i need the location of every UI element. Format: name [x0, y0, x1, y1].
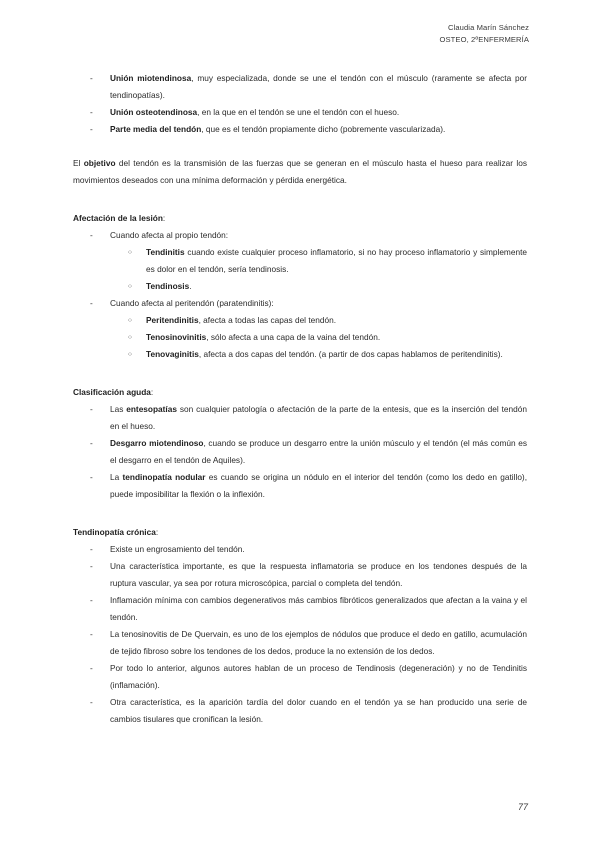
item-text: son cualquier patología o afectación de la parte de la entesis, que es la inserción del tendón en el hueso. — [110, 404, 527, 431]
page-header — [440, 22, 529, 46]
clasificacion-heading — [73, 384, 527, 401]
sub-list — [73, 244, 527, 295]
list-item — [73, 70, 527, 104]
item-text: Cuando afecta al peritendón (paratendinitis): — [110, 298, 274, 308]
list-item — [73, 469, 527, 503]
sub-list-item — [73, 278, 527, 295]
item-text: cuando existe cualquier proceso inflamatorio, si no hay proceso inflamatorio y simplemente es dolor en el tendón, sería tendinosis. — [146, 247, 527, 274]
list-item: - La tenosinovitis de De Quervain, es uno de los ejemplos de nódulos que produce el dedo en gatillo, acumulación de tejido fibroso sobre los tendones de los dedos, produce la no extensión de los dedos. — [73, 626, 527, 660]
colon: : — [162, 213, 166, 223]
term: objetivo — [83, 158, 116, 168]
term: Unión miotendinosa — [110, 73, 192, 83]
list-item — [73, 227, 527, 295]
term: tendinopatía nodular — [122, 472, 206, 482]
item-text: , en la que en el tendón se une el tendón con el hueso. — [197, 107, 400, 117]
term: entesopatías — [126, 404, 177, 414]
colon: : — [150, 387, 154, 397]
list-item — [73, 401, 527, 435]
item-text: , afecta a dos capas del tendón. (a partir de dos capas hablamos de peritendinitis). — [198, 349, 503, 359]
afectacion-list — [73, 227, 527, 363]
text: del tendón es la transmisión de las fuerzas que se generan en el músculo hasta el hueso para realizar los movimientos deseados con una mínima deformación y pérdida energética. — [73, 158, 527, 185]
sub-list-item — [73, 312, 527, 329]
page-number: 77 — [517, 802, 528, 812]
item-text: , muy especializada, donde se une el tendón con el músculo (raramente se afecta por tendinopatías). — [110, 73, 527, 100]
list-item: - Inflamación mínima con cambios degenerativos más cambios fibróticos generalizados que afectan a la vaina y el tendón. — [73, 592, 527, 626]
item-text: , sólo afecta a una capa de la vaina del tendón. — [206, 332, 381, 342]
list-item — [73, 295, 527, 363]
cronica-heading — [73, 524, 527, 541]
text: La — [110, 472, 123, 482]
sub-list-item — [73, 244, 527, 278]
item-text: , afecta a todas las capas del tendón. — [198, 315, 337, 325]
sub-list-item — [73, 329, 527, 346]
sub-list — [73, 312, 527, 363]
list-item: - Existe un engrosamiento del tendón. — [73, 541, 527, 558]
clasificacion-list — [73, 401, 527, 503]
term: Tenosinovinitis — [146, 332, 207, 342]
list-item: - Por todo lo anterior, algunos autores hablan de un proceso de Tendinosis (degeneración) y no de Tendinitis (inflamación). — [73, 660, 527, 694]
cronica-list — [73, 541, 527, 728]
list-item: - Una característica importante, es que la respuesta inflamatoria se produce en los tendones después de la ruptura vascular, ya sea por rotura microscópica, parcial o completa del tendón. — [73, 558, 527, 592]
header-course: OSTEO, 2ºENFERMERÍA — [439, 35, 529, 44]
term: Unión osteotendinosa — [110, 107, 198, 117]
list-item — [73, 435, 527, 469]
text: Las — [110, 404, 127, 414]
list-item: - Otra característica, es la aparición tardía del dolor cuando en el tendón ya se han producido una serie de cambios tisulares que cronifican la lesión. — [73, 694, 527, 728]
section-title: Tendinopatía crónica — [73, 527, 156, 537]
term: Desgarro miotendinoso — [110, 438, 204, 448]
list-item — [73, 104, 527, 121]
term: Tendinosis — [146, 281, 190, 291]
item-text: es cuando se origina un nódulo en el interior del tendón (como los dedo en gatillo), puede imposibilitar la flexión o la inflexión. — [110, 472, 527, 499]
term: Peritendinitis — [146, 315, 199, 325]
text: El — [73, 158, 84, 168]
item-text: , que es el tendón propiamente dicho (pobremente vascularizada). — [201, 124, 446, 134]
term: Tendinitis — [146, 247, 185, 257]
intro-list — [73, 70, 527, 138]
objetivo-paragraph — [73, 155, 527, 189]
list-item — [73, 121, 527, 138]
section-title: Clasificación aguda — [73, 387, 151, 397]
item-text: . — [189, 281, 192, 291]
header-author: Claudia Marín Sánchez — [447, 23, 529, 32]
afectacion-heading — [73, 210, 527, 227]
colon: : — [155, 527, 159, 537]
section-title: Afectación de la lesión — [73, 213, 163, 223]
term: Parte media del tendón — [110, 124, 202, 134]
term: Tenovaginitis — [146, 349, 199, 359]
item-text: , cuando se produce un desgarro entre la unión músculo y el tendón (el más común es el desgarro en el tendón de Aquiles). — [110, 438, 527, 465]
page-content — [73, 70, 527, 728]
sub-list-item — [73, 346, 527, 363]
item-text: Cuando afecta al propio tendón: — [110, 230, 229, 240]
